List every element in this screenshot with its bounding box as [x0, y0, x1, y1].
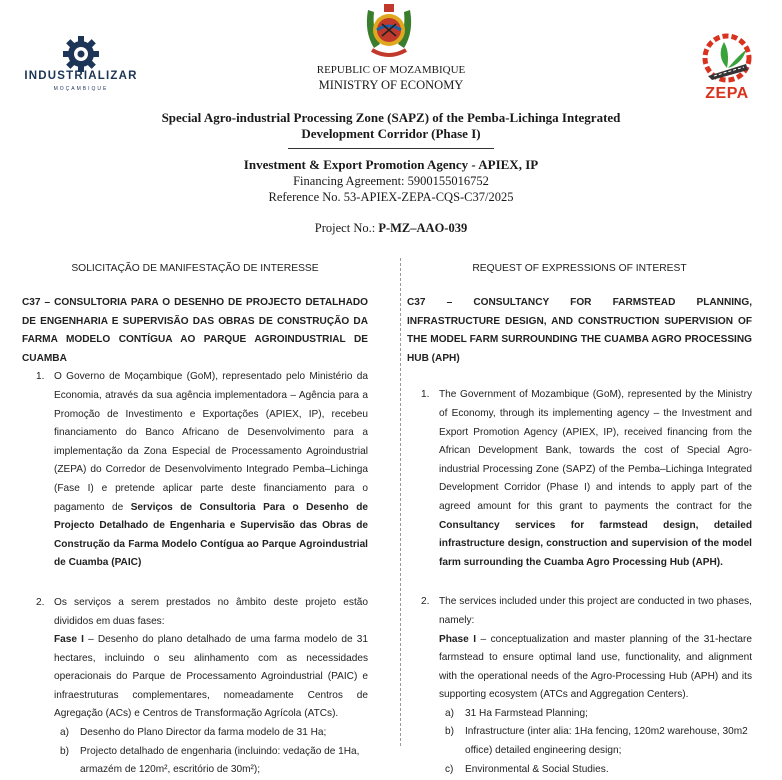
- en-sub-c-text: Environmental & Social Studies.: [465, 763, 609, 775]
- en-sub-a-letter: a): [445, 707, 454, 719]
- en-item-1-bold: Consultancy services for farmstead design, detailed infrastructure design, construction and supervision of the model farm surrounding the Cuamba Agro Processing Hub (APH).: [439, 519, 752, 568]
- header-rule: [288, 148, 494, 149]
- en-sub-c-letter: c): [445, 763, 454, 775]
- pt-item-1-bold: Serviços de Consultoria Para o Desenho de Projecto Detalhado de Engenharia e Supervisão das Obras de Construção da Farma Modelo Contígua ao Parque Agroindustrial de Cuamba (PAIC): [54, 501, 368, 569]
- pt-sub-a: [22, 724, 368, 743]
- en-sub-a-text: 31 Ha Farmstead Planning;: [465, 707, 588, 719]
- pt-column-title: SOLICITAÇÃO DE MANIFESTAÇÃO DE INTERESSE: [71, 263, 319, 274]
- industrializar-wordmark: INDUSTRIALIZAR: [24, 70, 138, 82]
- pt-sub-a-text: Desenho do Plano Director da farma modelo de 31 Ha;: [80, 727, 327, 739]
- en-item-2-number: 2.: [421, 596, 430, 608]
- en-item-1-number: 1.: [421, 389, 430, 401]
- en-column-title: REQUEST OF EXPRESSIONS OF INTEREST: [472, 263, 687, 274]
- pt-item-2: [22, 594, 368, 631]
- zone-title-line1: Special Agro-industrial Processing Zone (SAPZ) of the Pemba-Lichinga Integrated: [161, 110, 621, 125]
- english-column: [407, 262, 752, 779]
- en-item-2: [407, 593, 752, 630]
- en-item-1: [407, 386, 752, 572]
- en-item-1-text: The Government of Mozambique (GoM), represented by the Ministry of Economy, through its implementing agency – the Investment and Export Promotion Agency (APIEX, IP), received financing from the African Development Bank, towards the cost of Special Agro-industrial Processing Zone (SAPZ) of the Pemba–Lichinga Integrated Development Corridor (Phase I) and intends to apply part of the agreed amount for this grant to payments the contract for the: [439, 389, 752, 512]
- republic-label: REPUBLIC OF MOZAMBIQUE: [316, 64, 466, 76]
- en-sub-b-letter: b): [445, 726, 454, 738]
- industrializar-subtitle: MOÇAMBIQUE: [53, 86, 109, 92]
- agency-title: Investment & Export Promotion Agency - APIEX, IP: [243, 157, 539, 172]
- coat-of-arms-emblem: [360, 0, 418, 62]
- en-sub-b-text: Infrastructure (inter alia: 1Ha fencing, 120m2 warehouse, 30m2 office) detailed engineering design;: [465, 726, 748, 757]
- en-phase-label: Phase I: [439, 633, 477, 645]
- en-sub-b: [407, 723, 752, 760]
- project-number: [0, 221, 782, 236]
- en-sub-c: [407, 761, 752, 780]
- pt-sub-b-letter: b): [60, 745, 69, 757]
- en-heading: C37 – CONSULTANCY FOR FARMSTEAD PLANNING, INFRASTRUCTURE DESIGN, AND CONSTRUCTION SUPERVISION OF THE MODEL FARM SURROUNDING THE CUAMBA AGRO PROCESSING HUB (APH): [407, 297, 752, 364]
- en-phase-1: [407, 631, 752, 705]
- pt-phase-1: [22, 631, 368, 724]
- project-number-value: P-MZ–AAO-039: [378, 221, 468, 235]
- pt-item-2-text: Os serviços a serem prestados no âmbito deste projeto estão divididos em duas fases:: [54, 596, 368, 627]
- pt-sub-b-text: Projecto detalhado de engenharia (incluindo: vedação de 1Ha, armazém de 120m², escritório de 30m²);: [80, 745, 360, 776]
- project-number-label: Project No.:: [314, 221, 379, 235]
- pt-phase-label: Fase I: [54, 634, 84, 646]
- en-phase-text: – conceptualization and master planning of the 31-hectare farmstead to ensure optimal land use, functionality, and alignment with the operational needs of the Agro-Processing Hub (APH) and its supporting ecosystem (ATCs and Aggregation Centers).: [439, 633, 752, 701]
- pt-sub-a-letter: a): [60, 727, 69, 739]
- pt-sub-b: [22, 743, 368, 780]
- en-sub-a: [407, 705, 752, 724]
- reference-number: Reference No. 53-APIEX-ZEPA-CQS-C37/2025: [268, 190, 514, 204]
- portuguese-column: [22, 262, 368, 780]
- en-item-2-text: The services included under this project are conducted in two phases, namely:: [439, 596, 752, 626]
- pt-item-1-number: 1.: [36, 371, 45, 383]
- pt-item-1-text: O Governo de Moçambique (GoM), representado pelo Ministério da Economia, através da sua agência implementadora – Agência para a Promoção de Investimento e Exportações (APIEX, IP), recebeu financiamento do Banco Africano de Desenvolvimento para a implementação da Zona Especial de Processamento Agroindustrial (ZEPA) do Corredor de Desenvolvimento Integrado Pemba–Lichinga (Fase I) e pretende aplicar parte deste financiamento para o pagamento de: [54, 371, 368, 513]
- pt-heading: C37 – CONSULTORIA PARA O DESENHO DE PROJECTO DETALHADO DE ENGENHARIA E SUPERVISÃO DAS OBRAS DE CONSTRUÇÃO DA FARMA MODELO CONTÍGUA AO PARQUE AGROINDUSTRIAL DE CUAMBA: [22, 297, 368, 364]
- pt-phase-text: – Desenho do plano detalhado de uma farma modelo de 31 hectares, incluindo o seu alinhamento com as necessidades operacionais do Parque de Processamento Agroindustrial (PAIC) e infraestruturas complementares, nomeadamente Centros de Agregação (ACs) e Centros de Transformação Agrícola (ATCs).: [54, 634, 368, 720]
- zepa-wordmark: ZEPA: [705, 85, 749, 102]
- column-divider: [400, 258, 401, 746]
- zone-title-line2: Development Corridor (Phase I): [301, 126, 481, 141]
- pt-item-1: [22, 368, 368, 573]
- financing-agreement: Financing Agreement: 5900155016752: [293, 174, 489, 188]
- pt-item-2-number: 2.: [36, 596, 45, 608]
- ministry-label: MINISTRY OF ECONOMY: [318, 78, 464, 92]
